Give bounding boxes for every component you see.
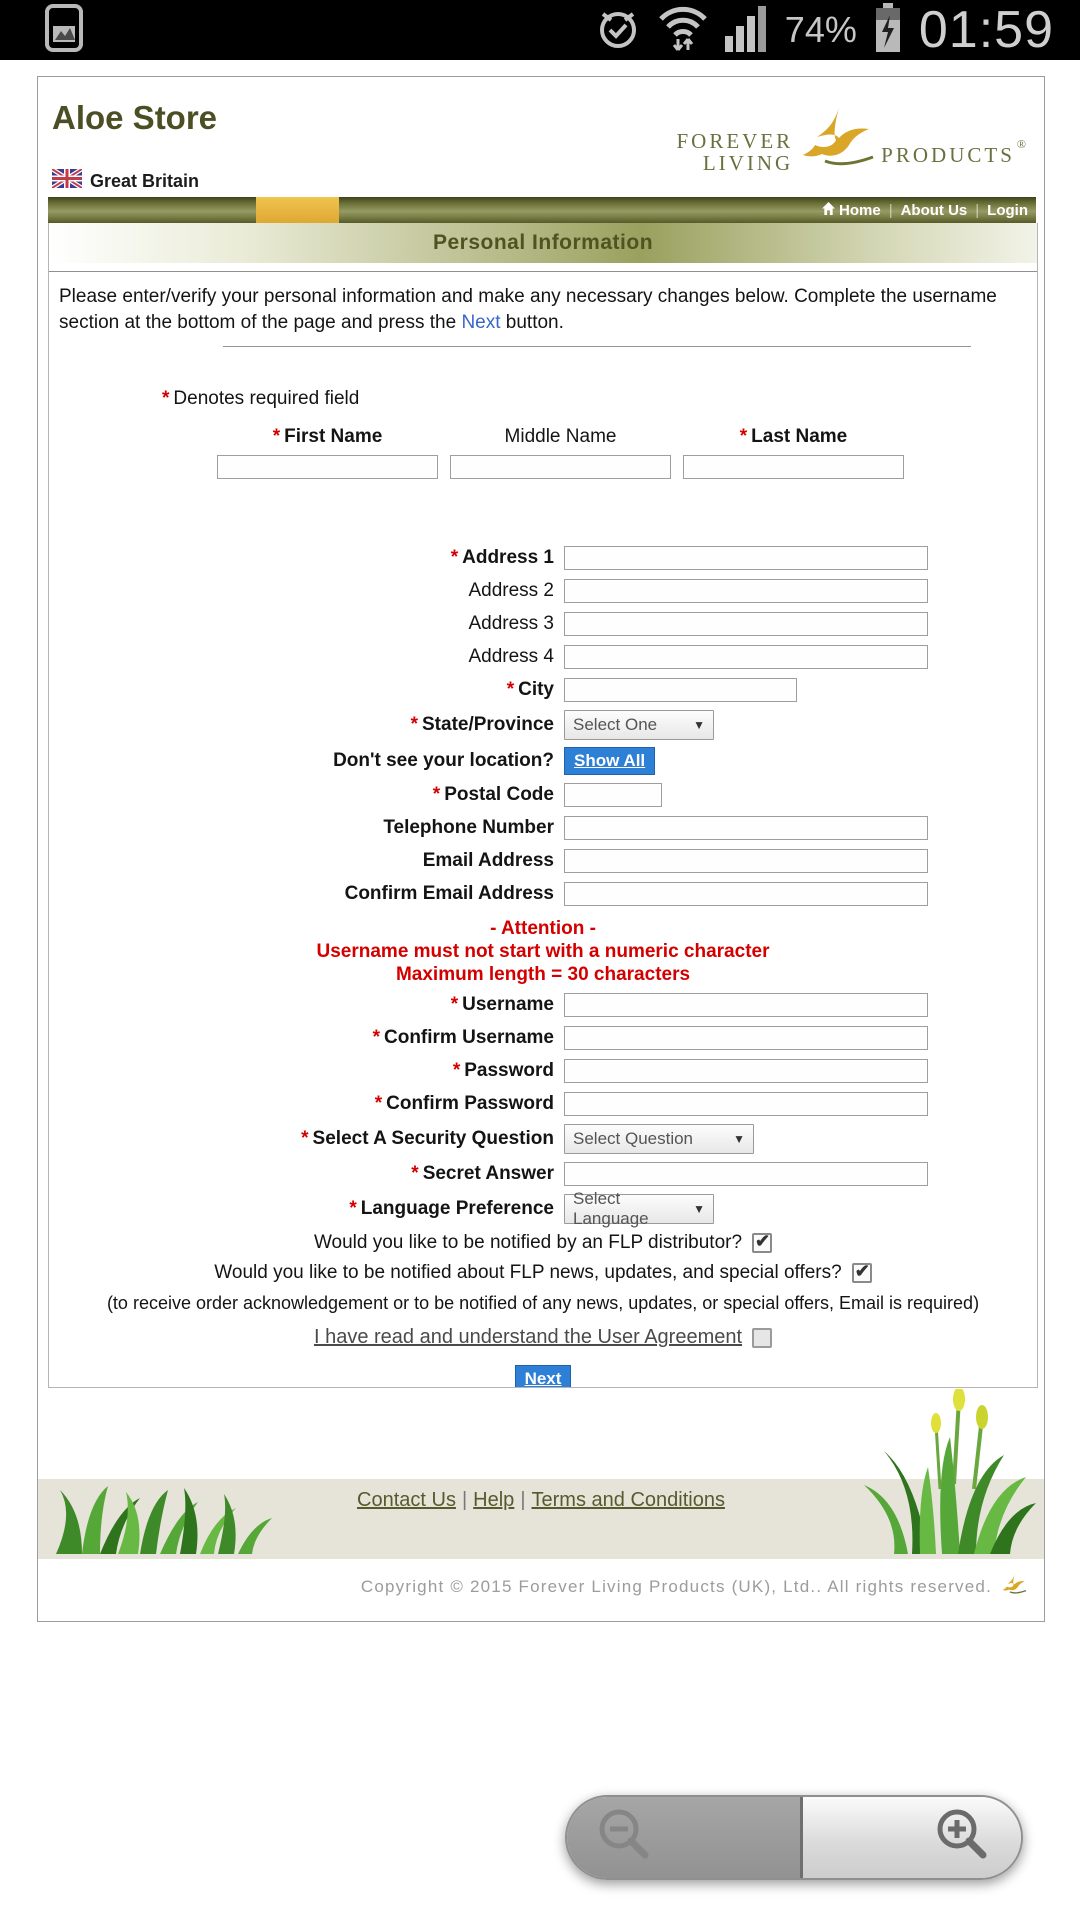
secret-answer-label: * Secret Answer bbox=[411, 1163, 554, 1184]
confirm-password-row bbox=[49, 1091, 1037, 1117]
state-province-select[interactable]: Select One ▼ bbox=[564, 710, 714, 740]
city-row bbox=[49, 677, 1037, 703]
alarm-icon bbox=[595, 5, 641, 56]
address2-label: Address 2 bbox=[468, 580, 554, 601]
eagle-icon bbox=[795, 105, 879, 174]
required-note: * Denotes required field bbox=[162, 388, 360, 409]
state-label: * State/Province bbox=[410, 714, 554, 735]
password-row bbox=[49, 1058, 1037, 1084]
security-question-row bbox=[49, 1124, 1037, 1154]
terms-link[interactable]: Terms and Conditions bbox=[531, 1489, 725, 1511]
show-all-row bbox=[49, 747, 1037, 775]
postal-label: * Postal Code bbox=[432, 784, 554, 805]
battery-percent: 74% bbox=[784, 9, 857, 50]
intro-text: Please enter/verify your personal information and make any necessary changes below. Complete the username section at the bottom of the page and press the Next button. bbox=[59, 286, 997, 333]
state-row bbox=[49, 710, 1037, 740]
zoom-in-button[interactable] bbox=[803, 1797, 1021, 1878]
chevron-down-icon: ▼ bbox=[693, 1202, 705, 1216]
news-checkbox[interactable] bbox=[852, 1263, 872, 1283]
email-input[interactable] bbox=[564, 849, 928, 873]
address1-input[interactable] bbox=[564, 546, 928, 570]
attention-title: - Attention - bbox=[490, 918, 596, 939]
logo-registered-mark: ® bbox=[1016, 137, 1026, 151]
divider bbox=[49, 271, 1037, 272]
name-fields-row bbox=[217, 426, 1037, 479]
confirm-password-input[interactable] bbox=[564, 1092, 928, 1116]
forever-living-logo bbox=[676, 105, 1026, 174]
agreement-checkbox[interactable] bbox=[752, 1328, 772, 1348]
eagle-small-icon bbox=[1000, 1573, 1028, 1600]
address2-input[interactable] bbox=[564, 579, 928, 603]
contact-us-link[interactable]: Contact Us bbox=[357, 1489, 456, 1511]
copyright bbox=[361, 1573, 1028, 1600]
status-time: 01:59 bbox=[918, 1, 1054, 59]
username-input[interactable] bbox=[564, 993, 928, 1017]
email-label: Email Address bbox=[422, 850, 554, 871]
language-select[interactable]: Select Language ▼ bbox=[564, 1194, 714, 1224]
logo-products: PRODUCTS bbox=[881, 143, 1015, 167]
magnifier-minus-icon bbox=[593, 1803, 657, 1872]
divider bbox=[223, 346, 971, 348]
nav-separator: | bbox=[975, 201, 980, 219]
address1-label: * Address 1 bbox=[450, 547, 554, 568]
attention-rule1: Username must not start with a numeric character bbox=[316, 941, 770, 962]
password-input[interactable] bbox=[564, 1059, 928, 1083]
first-name-label: * First Name bbox=[272, 426, 383, 447]
nav-bar bbox=[48, 197, 1036, 223]
attention-notice bbox=[49, 917, 1037, 986]
language-label: * Language Preference bbox=[349, 1198, 554, 1219]
middle-name-label: Middle Name bbox=[504, 426, 617, 447]
secret-answer-input[interactable] bbox=[564, 1162, 928, 1186]
grass-left-image bbox=[46, 1486, 296, 1559]
city-label: * City bbox=[506, 679, 554, 700]
country-label: Great Britain bbox=[90, 170, 200, 191]
home-icon bbox=[822, 202, 835, 219]
chevron-down-icon: ▼ bbox=[733, 1132, 745, 1146]
account-section bbox=[49, 992, 1037, 1228]
secret-answer-row bbox=[49, 1161, 1037, 1187]
telephone-input[interactable] bbox=[564, 816, 928, 840]
confirm-email-input[interactable] bbox=[564, 882, 928, 906]
logo-living: LIVING bbox=[702, 150, 794, 175]
form-container bbox=[48, 223, 1038, 1388]
address4-input[interactable] bbox=[564, 645, 928, 669]
nav-separator: | bbox=[888, 201, 893, 219]
address4-row bbox=[49, 644, 1037, 670]
zoom-out-button[interactable] bbox=[567, 1797, 803, 1878]
security-question-label: * Select A Security Question bbox=[301, 1128, 554, 1149]
username-label: * Username bbox=[450, 994, 554, 1015]
security-question-select[interactable]: Select Question ▼ bbox=[564, 1124, 754, 1154]
chevron-down-icon: ▼ bbox=[693, 718, 705, 732]
distributor-question: Would you like to be notified by an FLP distributor? bbox=[313, 1232, 743, 1253]
help-link[interactable]: Help bbox=[473, 1489, 515, 1511]
username-row bbox=[49, 992, 1037, 1018]
user-agreement-link[interactable]: I have read and understand the User Agreement bbox=[313, 1326, 743, 1348]
password-label: * Password bbox=[452, 1060, 554, 1081]
email-row bbox=[49, 848, 1037, 874]
phone-row bbox=[49, 815, 1037, 841]
attention-rule2: Maximum length = 30 characters bbox=[395, 964, 691, 985]
confirm-password-label: * Confirm Password bbox=[374, 1093, 554, 1114]
news-question: Would you like to be notified about FLP news, updates, and special offers? bbox=[214, 1262, 842, 1283]
confirm-username-input[interactable] bbox=[564, 1026, 928, 1050]
email-required-note: (to receive order acknowledgement or to be notified of any news, updates, or special offers, Email is required) bbox=[106, 1293, 980, 1313]
battery-charging-icon bbox=[873, 3, 903, 58]
footer-separator: | bbox=[520, 1489, 526, 1511]
address-section bbox=[49, 545, 1037, 907]
intro-next-word: Next bbox=[461, 312, 501, 333]
status-bar bbox=[0, 0, 1080, 60]
aloe-plant-image bbox=[858, 1389, 1038, 1559]
phone-label: Telephone Number bbox=[383, 817, 554, 838]
next-button[interactable]: Next bbox=[515, 1365, 572, 1388]
footer-band bbox=[38, 1479, 1044, 1559]
address4-label: Address 4 bbox=[468, 646, 554, 667]
footer-separator: | bbox=[461, 1489, 468, 1511]
uk-flag-icon bbox=[52, 169, 82, 193]
confirm-email-row bbox=[49, 881, 1037, 907]
distributor-checkbox[interactable] bbox=[752, 1233, 772, 1253]
show-all-button[interactable]: Show All bbox=[564, 747, 655, 775]
address2-row bbox=[49, 578, 1037, 604]
confirm-username-label: * Confirm Username bbox=[372, 1027, 554, 1048]
address1-row bbox=[49, 545, 1037, 571]
city-input[interactable] bbox=[564, 678, 797, 702]
wifi-icon bbox=[657, 3, 709, 58]
nav-about-link[interactable]: About Us bbox=[900, 201, 968, 219]
confirm-email-label: Confirm Email Address bbox=[344, 883, 554, 904]
section-title: Personal Information bbox=[49, 223, 1037, 263]
page-card bbox=[37, 76, 1045, 1622]
language-row bbox=[49, 1189, 1037, 1228]
nav-home-link[interactable]: Home bbox=[822, 202, 881, 219]
last-name-label: * Last Name bbox=[739, 426, 848, 447]
country-selector bbox=[52, 169, 199, 193]
confirm-username-row bbox=[49, 1025, 1037, 1051]
last-name-input[interactable] bbox=[683, 455, 904, 479]
address3-row bbox=[49, 611, 1037, 637]
location-question-label: Don't see your location? bbox=[333, 750, 554, 771]
signal-icon bbox=[725, 4, 769, 57]
copyright-text: Copyright © 2015 Forever Living Products (UK), Ltd.. All rights reserved. bbox=[360, 1576, 992, 1596]
browser-zoom-control bbox=[565, 1795, 1023, 1880]
logo-forever: FOREVER bbox=[676, 128, 794, 153]
postal-code-input[interactable] bbox=[564, 783, 662, 807]
postal-row bbox=[49, 782, 1037, 808]
address3-input[interactable] bbox=[564, 612, 928, 636]
nav-login-link[interactable]: Login bbox=[987, 201, 1028, 219]
page-title: Aloe Store bbox=[52, 99, 218, 136]
address3-label: Address 3 bbox=[468, 613, 554, 634]
magnifier-plus-icon bbox=[931, 1803, 995, 1872]
middle-name-input[interactable] bbox=[450, 455, 671, 479]
first-name-input[interactable] bbox=[217, 455, 438, 479]
screenshot-icon bbox=[44, 4, 84, 57]
notification-options bbox=[49, 1232, 1037, 1388]
